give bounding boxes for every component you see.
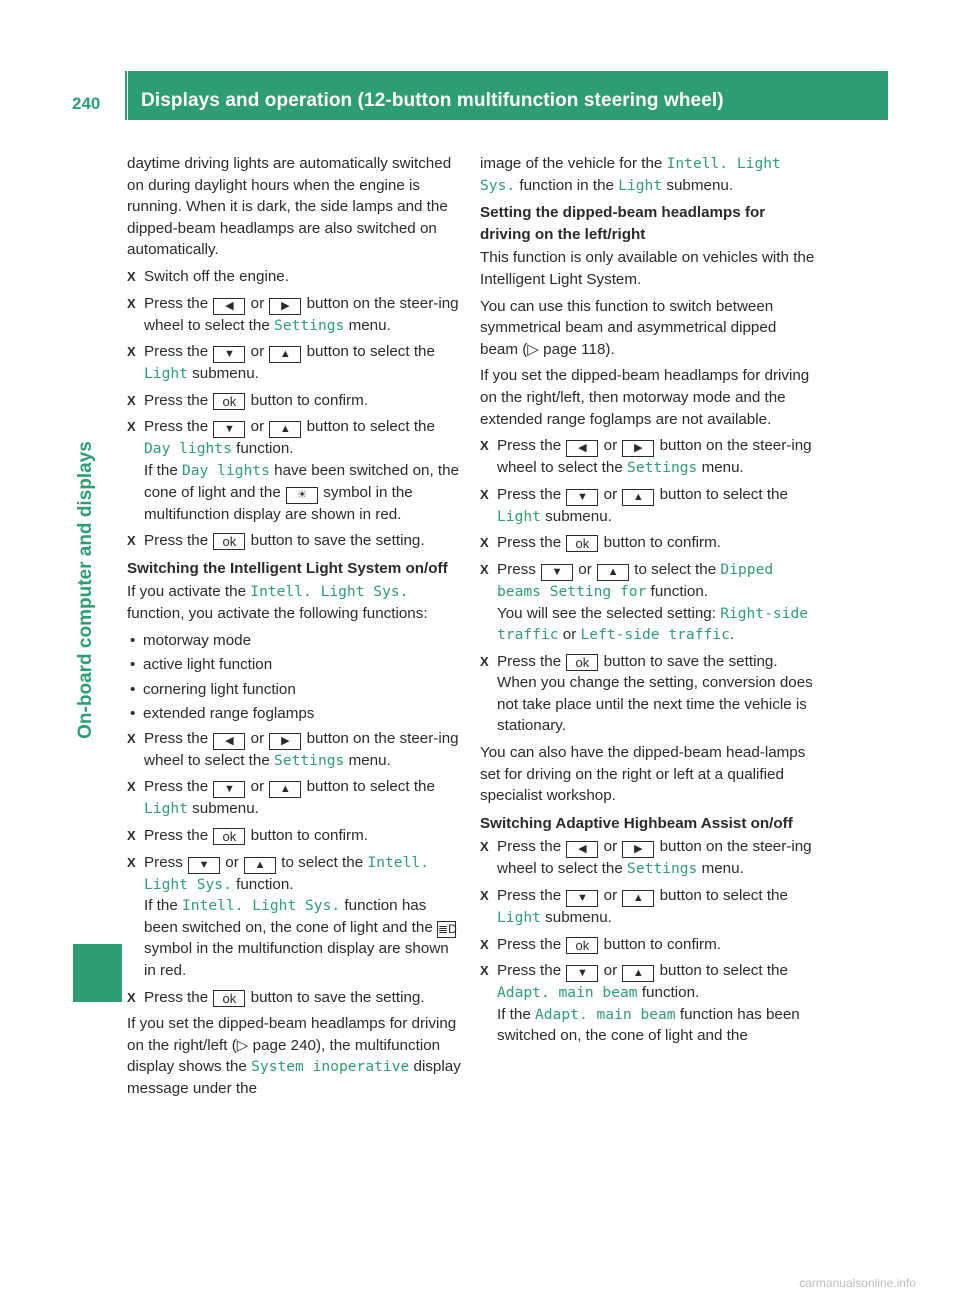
setting-right-side-traffic: Right-side traffic [497,604,809,644]
step-arrow-icon: X [127,989,136,1005]
up-button-icon: ▲ [269,346,301,363]
function-intell-light: Intell. Light Sys. [144,853,429,893]
ok-button-icon: ok [213,828,245,845]
step-select-settings: X Press the ◀ or ▶ button on the steer-ing wheel to select the Settings menu. [127,294,459,334]
side-tab-marker [73,944,122,1002]
header-divider [125,71,127,120]
up-button-icon: ▲ [269,781,301,798]
step-select-adapt-main-beam: X Press the ▼ or ▲ button to select the Adapt. main beam function. If the Adapt. main beam function has been switched on, the cone of light and the [480,962,800,1045]
left-button-icon: ◀ [213,733,245,750]
left-button-icon: ◀ [566,841,598,858]
step-arrow-icon: X [127,344,136,360]
function-intell-light: Intell. Light Sys. [250,583,409,601]
page-number: 240 [72,94,101,113]
heading-adaptive-highbeam: Switching Adaptive Highbeam Assist on/off [480,814,793,832]
menu-settings: Settings [274,751,345,769]
step-select-light: X Press the ▼ or ▲ button to select the Light submenu. [127,778,435,818]
side-section-title: On-board computer and displays [75,441,96,739]
up-button-icon: ▲ [622,489,654,506]
down-button-icon: ▼ [566,890,598,907]
intro-paragraph: daytime driving lights are automatically switched on during daylight hours when the engine is running. When it is dark, the side lamps and the dipped-beam headlamps are also switched on automatically. [127,155,452,259]
function-adapt-main-beam: Adapt. main beam [535,1005,676,1023]
right-button-icon: ▶ [269,298,301,315]
step-arrow-icon: X [480,535,489,551]
submenu-light: Light [497,507,541,525]
menu-settings: Settings [627,459,698,477]
right-button-icon: ▶ [622,841,654,858]
step-arrow-icon: X [480,888,489,904]
list-item: • motorway mode [130,631,252,649]
beam-symbol-icon: ≣D [438,921,457,936]
step-select-day-lights: X Press the ▼ or ▲ button to select the Day lights function. If the Day lights have been switched on, the cone of light and the ☀ symbol in the multifunction display are shown in red. [127,418,460,523]
step-select-dipped-beams: X Press ▼ or ▲ to select the Dipped beams Setting for function. You will see the selected setting: Right-side traffic or Left-side traffic. [480,560,809,644]
ok-button-icon: ok [213,533,245,550]
step-select-settings: X Press the ◀ or ▶ button on the steer-ing wheel to select the Settings menu. [480,437,812,477]
step-arrow-icon: X [127,268,136,284]
paragraph-availability: This function is only available on vehicles with the Intelligent Light System. [480,249,815,288]
ok-button-icon: ok [213,393,245,410]
step-select-settings: X Press the ◀ or ▶ button on the steer-ing wheel to select the Settings menu. [127,729,459,769]
paragraph-workshop: You can also have the dipped-beam head-lamps set for driving on the right or left at a qualified specialist workshop. [480,744,806,805]
step-confirm: X Press the ok button to confirm. [127,390,463,412]
ok-button-icon: ok [566,937,598,954]
heading-intelligent-light: Switching the Intelligent Light System on/off [127,559,448,577]
ok-button-icon: ok [566,535,598,552]
step-arrow-icon: X [480,653,489,669]
step-save: X Press the ok button to save the setting. [127,530,463,552]
menu-settings: Settings [627,860,698,878]
paragraph-not-available: If you set the dipped-beam headlamps for driving on the right/left, then motorway mode and the extended range foglamps are not available. [480,367,810,428]
step-arrow-icon: X [480,839,489,855]
up-button-icon: ▲ [622,965,654,982]
menu-settings: Settings [274,316,345,334]
step-arrow-icon: X [127,392,136,408]
function-intell-light: Intell. Light Sys. [480,155,781,194]
step-arrow-icon: X [480,438,489,454]
left-button-icon: ◀ [213,298,245,315]
up-button-icon: ▲ [622,890,654,907]
right-button-icon: ▶ [269,733,301,750]
submenu-light: Light [497,909,541,927]
ok-button-icon: ok [213,990,245,1007]
up-button-icon: ▲ [597,564,629,581]
submenu-light: Light [144,365,188,383]
function-adapt-main-beam: Adapt. main beam [497,984,638,1002]
step-select-light: X Press the ▼ or ▲ button to select the Light submenu. [127,343,435,383]
up-button-icon: ▲ [244,857,276,874]
step-select-light: X Press the ▼ or ▲ button to select the Light submenu. [480,887,788,927]
step-arrow-icon: X [480,561,489,577]
right-button-icon: ▶ [622,440,654,457]
step-confirm: X Press the ok button to confirm. [127,825,463,847]
right-column [480,153,816,1052]
down-button-icon: ▼ [566,965,598,982]
step-arrow-icon: X [127,295,136,311]
up-button-icon: ▲ [269,421,301,438]
step-confirm: X Press the ok button to confirm. [480,934,816,956]
down-button-icon: ▼ [213,781,245,798]
page-reference[interactable]: ▷ page 240 [236,1036,316,1054]
step-arrow-icon: X [127,730,136,746]
step-arrow-icon: X [127,854,136,870]
step-confirm: X Press the ok button to confirm. [480,532,816,554]
function-intell-light: Intell. Light Sys. [182,897,341,915]
down-button-icon: ▼ [213,346,245,363]
step-switch-off: X Switch off the engine. [127,266,463,288]
step-arrow-icon: X [480,963,489,979]
list-item: • cornering light function [130,680,296,698]
left-button-icon: ◀ [566,440,598,457]
step-save: X Press the ok button to save the setting. [127,987,463,1009]
function-dipped-beams: Dipped beams Setting for [497,560,774,600]
setting-left-side-traffic: Left-side traffic [580,626,730,644]
step-select-settings: X Press the ◀ or ▶ button on the steer-ing wheel to select the Settings menu. [480,838,812,878]
step-arrow-icon: X [480,486,489,502]
light-symbol-icon: ☀ [286,487,318,504]
step-select-light: X Press the ▼ or ▲ button to select the Light submenu. [480,485,788,525]
step-arrow-icon: X [480,936,489,952]
submenu-light: Light [144,800,188,818]
page-title: Displays and operation (12-button multifunction steering wheel) [141,90,724,111]
message-system-inoperative: System inoperative [251,1058,410,1076]
step-arrow-icon: X [127,779,136,795]
step-save: X Press the ok button to save the setting. When you change the setting, conversion does not take place until the next time the vehicle is stationary. [480,652,813,735]
step-arrow-icon: X [127,419,136,435]
list-item: • extended range foglamps [130,705,315,723]
step-arrow-icon: X [127,828,136,844]
down-button-icon: ▼ [213,421,245,438]
function-day-lights: Day lights [144,440,232,458]
function-day-lights: Day lights [182,461,270,479]
paragraph-display-message: If you set the dipped-beam headlamps for driving on the right/left (▷ page 240), the multifunction display shows the System inoperative display message under the [127,1015,461,1097]
step-select-intell-light: X Press ▼ or ▲ to select the Intell. Light Sys. function. If the Intell. Light Sys. function has been switched on, the cone of light and the ≣D symbol in the multifunction display are shown in red. [127,853,457,980]
down-button-icon: ▼ [541,564,573,581]
paragraph-symmetric: You can use this function to switch between symmetrical beam and asymmetrical dipped beam (▷ page 118). [480,297,777,358]
page-reference[interactable]: ▷ page 118 [527,340,606,358]
paragraph-continued: image of the vehicle for the Intell. Light Sys. function in the Light submenu. [480,155,781,194]
down-button-icon: ▼ [188,857,220,874]
ok-button-icon: ok [566,654,598,671]
list-item: • active light function [130,656,273,674]
watermark: carmanualsonline.info [799,1276,916,1290]
step-arrow-icon: X [127,533,136,549]
paragraph-activate: If you activate the Intell. Light Sys. function, you activate the following functions: [127,583,428,622]
submenu-light: Light [618,176,663,194]
heading-dipped-beam: Setting the dipped-beam headlamps for driving on the left/right [480,204,766,243]
left-column [127,153,463,1105]
down-button-icon: ▼ [566,489,598,506]
